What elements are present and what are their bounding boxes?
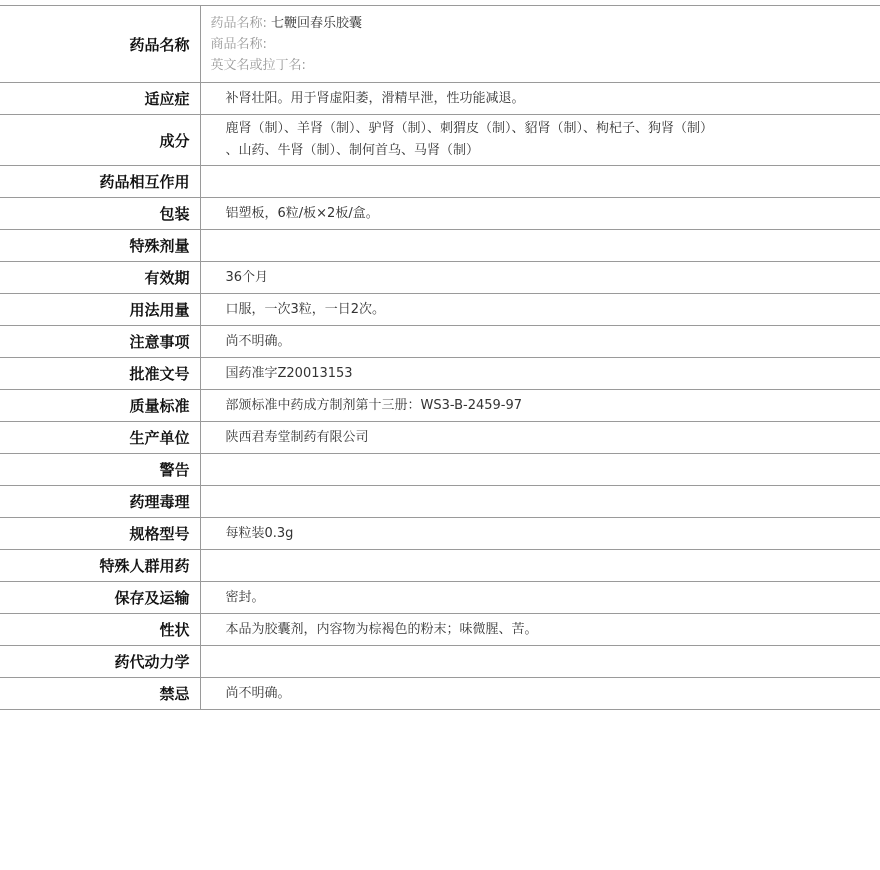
row-value: 密封。 [225,589,265,605]
row-value [200,550,880,582]
row-label: 药品相互作用 [0,166,200,198]
row-label: 生产单位 [0,422,200,454]
row-approval [0,358,880,390]
drug-name-label: 药品名称: [210,15,267,31]
row-value [200,646,880,678]
row-label: 药理毒理 [0,486,200,518]
row-precautions [0,326,880,358]
row-label: 注意事项 [0,326,200,358]
row-label: 用法用量 [0,294,200,326]
row-value: 铝塑板，6粒/板×2板/盒。 [225,205,379,221]
row-validity [0,262,880,294]
english-name-line [211,55,880,76]
row-standard [0,390,880,422]
row-appearance [0,614,880,646]
row-label: 保存及运输 [0,582,200,614]
row-value [200,230,880,262]
trade-name-label: 商品名称: [210,36,267,52]
drug-name-line [211,13,880,34]
row-value [200,6,880,83]
row-spec [0,518,880,550]
row-pharmacokinetics [0,646,880,678]
row-label: 有效期 [0,262,200,294]
row-label: 药代动力学 [0,646,200,678]
row-value: 本品为胶囊剂，内容物为棕褐色的粉末；味微腥、苦。 [225,621,538,637]
row-usage [0,294,880,326]
row-label: 性状 [0,614,200,646]
row-label: 适应症 [0,83,200,115]
row-value [200,166,880,198]
row-warning [0,454,880,486]
row-value [200,454,880,486]
row-value: 每粒装0.3g [225,525,294,541]
row-manufacturer [0,422,880,454]
row-label: 质量标准 [0,390,200,422]
drug-info-table [0,5,880,710]
ingredients-line-1: 鹿肾（制）、羊肾（制）、驴肾（制）、刺猬皮（制）、貂肾（制）、枸杞子、狗肾（制） [225,121,714,136]
row-value: 尚不明确。 [225,685,291,701]
row-value [200,486,880,518]
row-label: 成分 [0,115,200,166]
trade-name-line [211,34,880,55]
row-value: 口服，一次3粒，一日2次。 [225,301,386,317]
row-label: 药品名称 [0,6,200,83]
row-label: 警告 [0,454,200,486]
row-label: 特殊人群用药 [0,550,200,582]
row-value: 尚不明确。 [225,333,291,349]
row-special-groups [0,550,880,582]
row-value [200,115,880,166]
row-label: 包装 [0,198,200,230]
row-value: 36个月 [225,269,269,285]
row-toxicology [0,486,880,518]
row-package [0,198,880,230]
row-storage [0,582,880,614]
row-value: 陕西君寿堂制药有限公司 [225,429,369,445]
row-value: 补肾壮阳。用于肾虚阳萎，滑精早泄，性功能减退。 [225,90,525,106]
row-special-dosage [0,230,880,262]
row-label: 禁忌 [0,678,200,710]
row-label: 特殊剂量 [0,230,200,262]
drug-name-value: 七鞭回春乐胶囊 [271,15,363,31]
row-contraindications [0,678,880,710]
row-interaction [0,166,880,198]
row-value: 国药准字Z20013153 [225,365,353,381]
row-indication [0,83,880,115]
row-label: 批准文号 [0,358,200,390]
row-label: 规格型号 [0,518,200,550]
row-drug-name [0,6,880,83]
english-name-label: 英文名或拉丁名: [210,57,306,73]
row-ingredients [0,115,880,166]
row-value: 部颁标准中药成方制剂第十三册：WS3-B-2459-97 [225,397,523,413]
ingredients-line-2: 、山药、牛肾（制）、制何首乌、马肾（制） [225,143,480,158]
